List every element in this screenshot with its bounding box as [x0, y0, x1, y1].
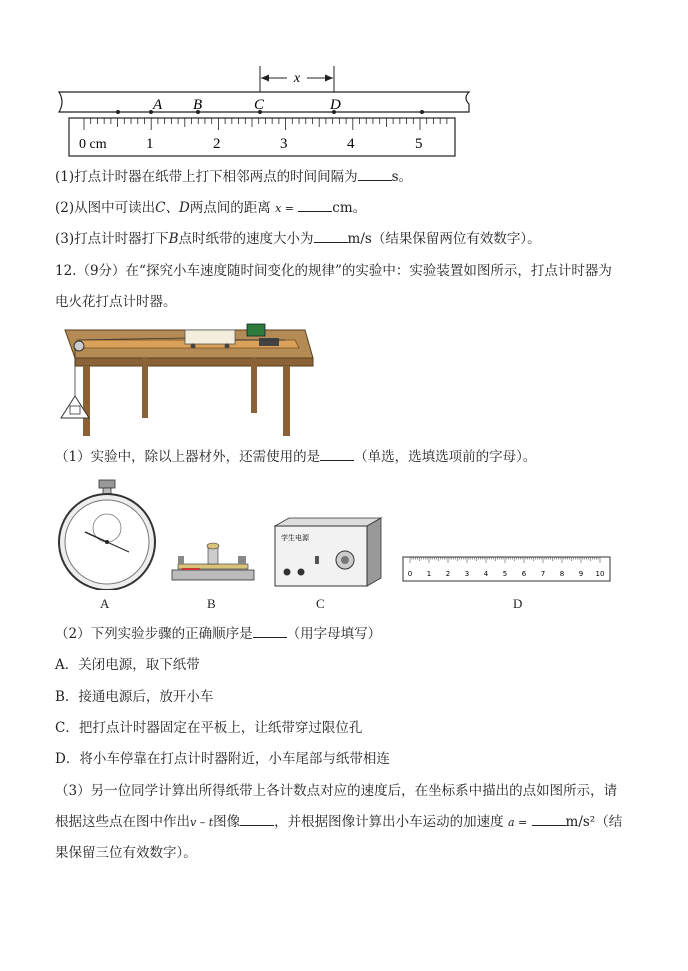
balance-image — [168, 538, 258, 588]
answer-blank[interactable] — [532, 813, 566, 826]
x-label: x — [293, 71, 301, 86]
q12-s3-vt: v – t — [190, 816, 214, 829]
q12-part3-line3: 果保留三位有效数字）。 — [55, 845, 197, 861]
answer-blank[interactable] — [320, 448, 354, 461]
q11-p3-mid: 点时纸带的速度大小为 — [178, 231, 314, 247]
option-b: B．接通电源后，放开小车 — [55, 689, 214, 705]
pulley — [74, 341, 84, 351]
q11-p2-unit: cm。 — [332, 200, 367, 216]
point-label-d: D — [330, 97, 341, 113]
answer-blank[interactable] — [314, 230, 348, 243]
q12-part3-line1: （3）另一位同学计算出所得纸带上各计数点对应的速度后，在坐标系中描出的点如图所示，请 — [55, 783, 618, 799]
small-ruler-number: 2 — [445, 570, 451, 578]
apparatus-figure — [55, 318, 320, 438]
ruler-body — [69, 118, 455, 156]
q12-stem-line1: 12.（9分）在“探究小车速度随时间变化的规律”的实验中：实验装置如图所示，打点计时器为 — [55, 263, 612, 279]
q12-part1 — [55, 448, 536, 466]
ruler-zero-label: 0 cm — [79, 137, 107, 152]
ruler-number-2: 2 — [213, 136, 221, 152]
ruler-number-5: 5 — [415, 136, 423, 152]
small-ruler-number: 9 — [578, 570, 584, 578]
answer-blank[interactable] — [298, 199, 332, 212]
power-supply-label: 学生电源 — [281, 534, 309, 542]
q11-p3-text: (3)打点计时器打下 — [55, 231, 169, 247]
stopwatch-image — [55, 478, 159, 590]
x-distance-arrow — [260, 66, 334, 92]
point-label-a: A — [153, 97, 163, 113]
ruler-number-4: 4 — [347, 136, 355, 152]
small-ruler-number: 10 — [595, 570, 605, 578]
q12-s2-text: （2）下列实验步骤的正确顺序是 — [55, 626, 253, 642]
point-label-b: B — [193, 97, 203, 113]
small-ruler-number: 6 — [521, 570, 527, 578]
q11-p2-points: C、D — [155, 200, 190, 216]
equip-label-c: C — [316, 596, 325, 611]
tape-dot — [116, 110, 120, 114]
table-leg — [83, 366, 90, 436]
q12-s3-mid: 图像 — [213, 814, 241, 830]
q12-s1-text: （1）实验中，除以上器材外，还需使用的是 — [55, 449, 321, 465]
answer-blank[interactable] — [358, 168, 392, 181]
equip-label-b: B — [207, 596, 216, 611]
q11-p2-x: x = — [275, 202, 294, 215]
q11-part3 — [55, 230, 541, 248]
equip-label-d: D — [513, 596, 523, 611]
point-label-c: C — [254, 97, 265, 113]
power-supply-image — [271, 516, 383, 590]
q11-p2-mid: 两点间的距离 — [189, 200, 271, 216]
small-ruler-number: 5 — [502, 570, 508, 578]
q11-part1 — [55, 168, 412, 186]
tape-dot — [420, 110, 424, 114]
answer-blank[interactable] — [240, 813, 274, 826]
q11-p3-unit: m/s（结果保留两位有效数字）。 — [347, 231, 541, 247]
option-c: C．把打点计时器固定在平板上，让纸带穿过限位孔 — [55, 720, 363, 736]
tape-ruler-figure — [55, 62, 475, 162]
small-ruler-number: 8 — [559, 570, 565, 578]
table-leg — [142, 358, 148, 418]
ruler-number-1: 1 — [146, 136, 154, 152]
q11-p1-unit: s。 — [391, 169, 413, 185]
q12-part3-line2 — [55, 813, 622, 832]
cart — [185, 330, 235, 344]
small-ruler-number: 1 — [426, 570, 432, 578]
ruler-number-3: 3 — [280, 136, 288, 152]
q12-s3-a: a = — [507, 816, 528, 829]
option-a: A．关闭电源，取下纸带 — [55, 657, 200, 673]
q11-part2 — [55, 199, 366, 218]
q11-p3-point: B — [168, 231, 179, 247]
q12-s1-note: （单选，选填选项前的字母）。 — [354, 449, 537, 465]
table-edge — [75, 358, 313, 366]
q12-s3-mid2: ，并根据图像计算出小车运动的加速度 — [274, 814, 504, 830]
small-ruler-number: 7 — [540, 570, 546, 578]
ruler-image — [402, 556, 612, 584]
q12-s2-note: （用字母填写） — [286, 626, 382, 642]
equip-label-a: A — [100, 596, 110, 611]
small-ruler-number: 0 — [407, 570, 413, 578]
table-leg — [283, 366, 290, 436]
q12-stem-line2: 电火花打点计时器。 — [55, 294, 177, 310]
q12-part2 — [55, 625, 381, 643]
q11-p2-text: (2)从图中可读出 — [55, 200, 156, 216]
option-d: D．将小车停靠在打点计时器附近，小车尾部与纸带相连 — [55, 751, 390, 767]
small-ruler-number: 4 — [483, 570, 489, 578]
spark-timer — [247, 324, 265, 336]
q12-s3-unit: m/s²（结 — [565, 814, 623, 830]
table-leg — [251, 358, 257, 413]
q11-p1-text: (1)打点计时器在纸带上打下相邻两点的时间间隔为 — [55, 169, 358, 185]
answer-blank[interactable] — [253, 625, 287, 638]
small-ruler-number: 3 — [464, 570, 470, 578]
q12-s3-text: 根据这些点在图中作出 — [55, 814, 190, 830]
